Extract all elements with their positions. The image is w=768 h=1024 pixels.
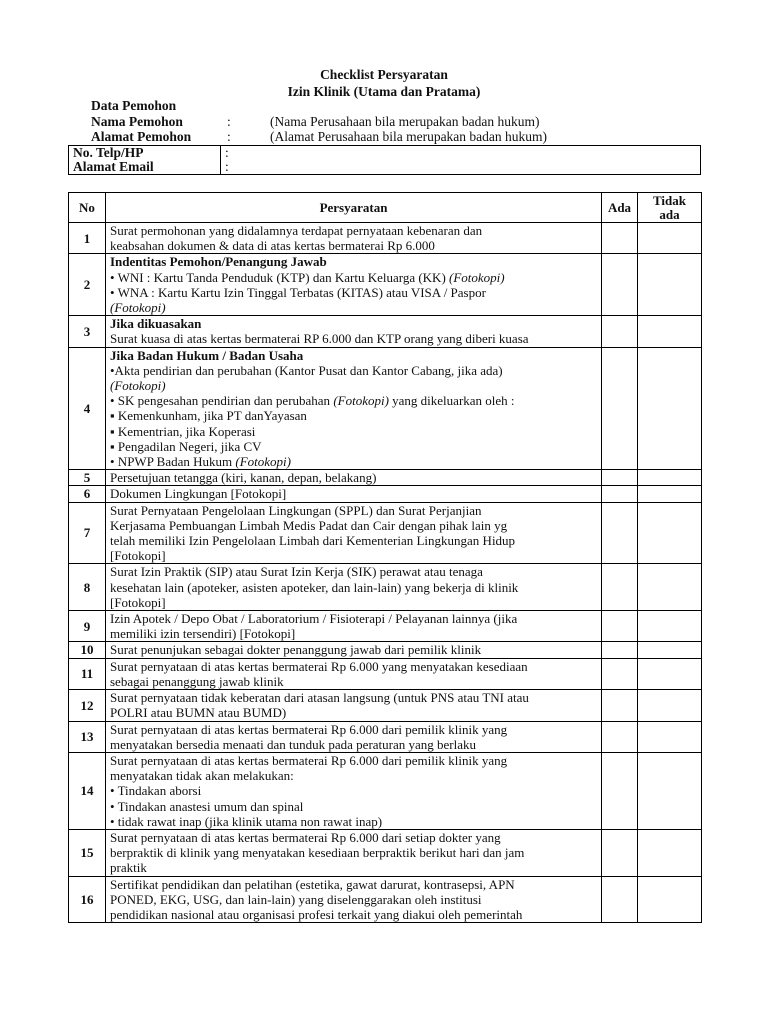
requirement-line: keabsahan dokumen & data di atas kertas bermaterai Rp 6.000 xyxy=(110,238,435,254)
row-requirement xyxy=(106,564,602,611)
requirement-line: ▪ Pengadilan Negeri, jika CV xyxy=(110,438,262,454)
ada-checkbox[interactable] xyxy=(602,752,638,829)
ada-checkbox[interactable] xyxy=(602,502,638,564)
row-requirement xyxy=(106,223,602,254)
row-number: 9 xyxy=(69,611,106,642)
applicant-section xyxy=(91,98,547,145)
photocopy-note: (Fotokopi) xyxy=(110,300,166,316)
tidak-ada-checkbox[interactable] xyxy=(638,316,702,347)
row-number: 2 xyxy=(69,254,106,316)
table-row xyxy=(69,254,702,316)
requirement-heading: Jika Badan Hukum / Badan Usaha xyxy=(110,347,304,363)
document-title: Checklist Persyaratan xyxy=(320,67,448,82)
table-row xyxy=(69,752,702,829)
ada-checkbox[interactable] xyxy=(602,316,638,347)
row-requirement xyxy=(106,611,602,642)
requirement-line xyxy=(110,300,597,315)
tidak-ada-checkbox[interactable] xyxy=(638,876,702,923)
requirement-line: POLRI atau BUMN atau BUMD) xyxy=(110,705,287,721)
applicant-name-label: Nama Pemohon xyxy=(91,113,183,129)
phone-colon: : xyxy=(225,145,229,160)
table-row xyxy=(69,564,702,611)
requirement-line xyxy=(110,454,597,469)
requirement-line: • Tindakan aborsi xyxy=(110,783,202,799)
row-requirement xyxy=(106,829,602,876)
requirement-line: • WNA : Kartu Kartu Izin Tinggal Terbatas (KITAS) atau VISA / Paspor xyxy=(110,284,486,300)
tidak-ada-checkbox[interactable] xyxy=(638,690,702,721)
bullet-text: • WNI : Kartu Tanda Penduduk (KTP) dan Kartu Keluarga (KK) xyxy=(110,269,450,285)
applicant-name-row xyxy=(91,114,547,130)
photocopy-note: (Fotokopi) xyxy=(449,269,505,285)
requirement-line: • tidak rawat inap (jika klinik utama non rawat inap) xyxy=(110,813,383,829)
tidak-ada-checkbox[interactable] xyxy=(638,829,702,876)
row-requirement xyxy=(106,254,602,316)
applicant-name-value: (Nama Perusahaan bila merupakan badan hukum) xyxy=(270,113,540,129)
requirement-line: Surat kuasa di atas kertas bermaterai RP 6.000 dan KTP orang yang diberi kuasa xyxy=(110,331,529,347)
requirement-line: • Tindakan anastesi umum dan spinal xyxy=(110,798,304,814)
table-row xyxy=(69,316,702,347)
row-requirement xyxy=(106,316,602,347)
row-number: 4 xyxy=(69,347,106,470)
ada-checkbox[interactable] xyxy=(602,223,638,254)
ada-checkbox[interactable] xyxy=(602,690,638,721)
requirement-line: memiliki izin tersendiri) [Fotokopi] xyxy=(110,626,296,642)
row-requirement xyxy=(106,486,602,502)
row-number: 6 xyxy=(69,486,106,502)
table-row xyxy=(69,470,702,486)
applicant-name-colon: : xyxy=(227,113,231,129)
requirement-line: Surat pernyataan di atas kertas bermaterai Rp 6.000 dari pemilik klinik yang xyxy=(110,721,508,737)
tidak-ada-checkbox[interactable] xyxy=(638,611,702,642)
header-ada: Ada xyxy=(602,193,638,223)
applicant-address-value: (Alamat Perusahaan bila merupakan badan hukum) xyxy=(270,129,548,144)
row-number: 5 xyxy=(69,470,106,486)
tidak-ada-checkbox[interactable] xyxy=(638,223,702,254)
row-requirement xyxy=(106,690,602,721)
row-requirement xyxy=(106,642,602,658)
tidak-ada-checkbox[interactable] xyxy=(638,254,702,316)
requirement-line: Surat pernyataan di atas kertas bermaterai Rp 6.000 dari pemilik klinik yang xyxy=(110,752,508,768)
requirement-line: ▪ Kementrian, jika Koperasi xyxy=(110,423,256,439)
requirement-heading: Indentitas Pemohon/Penangung Jawab xyxy=(110,254,327,270)
bullet-text: yang dikeluarkan oleh : xyxy=(388,393,515,409)
requirement-line: sebagai penanggung jawab klinik xyxy=(110,673,284,689)
requirement-line: berpraktik di klinik yang menyatakan kesediaan berpraktik berikut hari dan jam xyxy=(110,845,525,861)
ada-checkbox[interactable] xyxy=(602,470,638,486)
table-row xyxy=(69,658,702,689)
applicant-address-colon: : xyxy=(227,129,231,144)
row-number: 14 xyxy=(69,752,106,829)
requirement-line: Surat Pernyataan Pengelolaan Lingkungan (SPPL) dan Surat Perjanjian xyxy=(110,502,482,518)
header-requirement: Persyaratan xyxy=(106,193,602,223)
requirement-line: PONED, EKG, USG, dan lain-lain) yang diselenggarakan oleh institusi xyxy=(110,891,482,907)
table-row xyxy=(69,876,702,923)
requirement-line: Izin Apotek / Depo Obat / Laboratorium / Fisioterapi / Pelayanan lainnya (jika xyxy=(110,611,518,627)
contact-row xyxy=(69,146,701,175)
row-requirement xyxy=(106,502,602,564)
table-row xyxy=(69,829,702,876)
requirement-line: praktik xyxy=(110,860,147,876)
applicant-section-label: Data Pemohon xyxy=(91,98,177,113)
ada-checkbox[interactable] xyxy=(602,486,638,502)
ada-checkbox[interactable] xyxy=(602,642,638,658)
table-header-row xyxy=(69,193,702,223)
requirement-line: Sertifikat pendidikan dan pelatihan (estetika, gawat darurat, kontrasepsi, APN xyxy=(110,876,515,892)
row-number: 1 xyxy=(69,223,106,254)
phone-label: No. Telp/HP xyxy=(73,145,144,160)
ada-checkbox[interactable] xyxy=(602,721,638,752)
requirement-line: Persetujuan tetangga (kiri, kanan, depan, belakang) xyxy=(110,470,377,486)
tidak-ada-checkbox[interactable] xyxy=(638,470,702,486)
requirement-line xyxy=(110,270,597,285)
requirement-line: [Fotokopi] xyxy=(110,548,166,564)
table-row xyxy=(69,486,702,502)
applicant-address-row xyxy=(91,129,547,145)
table-row xyxy=(69,690,702,721)
photocopy-note: (Fotokopi) xyxy=(110,378,166,394)
table-row xyxy=(69,347,702,470)
header-tidak-ada: Tidak ada xyxy=(638,193,702,223)
row-requirement xyxy=(106,470,602,486)
row-number: 10 xyxy=(69,642,106,658)
applicant-address-label: Alamat Pemohon xyxy=(91,129,192,144)
tidak-ada-checkbox[interactable] xyxy=(638,658,702,689)
table-row xyxy=(69,611,702,642)
contact-labels xyxy=(69,146,221,175)
email-colon: : xyxy=(225,159,229,174)
table-row xyxy=(69,502,702,564)
requirement-line: [Fotokopi] xyxy=(110,594,166,610)
requirement-line: telah memiliki Izin Pengelolaan Limbah dari Kementerian Lingkungan Hidup xyxy=(110,533,516,549)
requirement-line: Surat permohonan yang didalamnya terdapat pernyataan kebenaran dan xyxy=(110,223,483,238)
row-requirement xyxy=(106,721,602,752)
bullet-text: • SK pengesahan pendirian dan perubahan xyxy=(110,393,334,409)
requirement-line: Kerjasama Pembuangan Limbah Medis Padat dan Cair dengan pihak lain yg xyxy=(110,517,508,533)
row-number: 15 xyxy=(69,829,106,876)
row-number: 3 xyxy=(69,316,106,347)
requirement-line: ▪ Kemenkunham, jika PT danYayasan xyxy=(110,408,307,424)
requirement-line xyxy=(110,378,597,393)
ada-checkbox[interactable] xyxy=(602,658,638,689)
requirement-line: menyatakan tidak akan melakukan: xyxy=(110,768,294,784)
row-requirement xyxy=(106,876,602,923)
row-number: 12 xyxy=(69,690,106,721)
tidak-ada-checkbox[interactable] xyxy=(638,642,702,658)
email-label: Alamat Email xyxy=(73,159,154,174)
row-number: 11 xyxy=(69,658,106,689)
photocopy-note: (Fotokopi) xyxy=(235,454,291,470)
requirement-line: pendidikan nasional atau organisasi profesi terkait yang diakui oleh pemerintah xyxy=(110,906,523,922)
requirement-line: menyatakan bersedia menaati dan tunduk pada peraturan yang berlaku xyxy=(110,736,477,752)
ada-checkbox[interactable] xyxy=(602,829,638,876)
requirement-line: Surat pernyataan di atas kertas bermaterai Rp 6.000 yang menyatakan kesediaan xyxy=(110,658,528,674)
requirement-line: Surat pernyataan tidak keberatan dari atasan langsung (untuk PNS atau TNI atau xyxy=(110,690,529,706)
header-no: No xyxy=(69,193,106,223)
ada-checkbox[interactable] xyxy=(602,611,638,642)
tidak-ada-checkbox[interactable] xyxy=(638,502,702,564)
table-row xyxy=(69,223,702,254)
tidak-ada-checkbox[interactable] xyxy=(638,752,702,829)
bullet-text: • NPWP Badan Hukum xyxy=(110,454,236,470)
row-number: 13 xyxy=(69,721,106,752)
requirement-line xyxy=(110,393,597,408)
table-row xyxy=(69,721,702,752)
requirement-line: Surat penunjukan sebagai dokter penanggung jawab dari pemilik klinik xyxy=(110,642,482,658)
requirements-table xyxy=(68,192,702,923)
row-number: 16 xyxy=(69,876,106,923)
photocopy-note: (Fotokopi) xyxy=(333,393,389,409)
row-requirement xyxy=(106,752,602,829)
row-requirement xyxy=(106,658,602,689)
tidak-ada-checkbox[interactable] xyxy=(638,564,702,611)
requirement-heading: Jika dikuasakan xyxy=(110,316,202,332)
requirement-line: Dokumen Lingkungan [Fotokopi] xyxy=(110,486,287,502)
row-number: 8 xyxy=(69,564,106,611)
contact-table xyxy=(68,145,701,175)
document-subtitle: Izin Klinik (Utama dan Pratama) xyxy=(287,84,481,99)
ada-checkbox[interactable] xyxy=(602,347,638,470)
ada-checkbox[interactable] xyxy=(602,254,638,316)
ada-checkbox[interactable] xyxy=(602,564,638,611)
ada-checkbox[interactable] xyxy=(602,876,638,923)
table-row xyxy=(69,642,702,658)
requirement-line: kesehatan lain (apoteker, asisten apoteker, dan lain-lain) yang bekerja di klinik xyxy=(110,579,519,595)
tidak-ada-checkbox[interactable] xyxy=(638,347,702,470)
requirement-line: •Akta pendirian dan perubahan (Kantor Pusat dan Kantor Cabang, jika ada) xyxy=(110,362,503,378)
requirement-line: Surat Izin Praktik (SIP) atau Surat Izin Kerja (SIK) perawat atau tenaga xyxy=(110,564,483,580)
requirement-line: Surat pernyataan di atas kertas bermaterai Rp 6.000 dari setiap dokter yang xyxy=(110,829,501,845)
row-number: 7 xyxy=(69,502,106,564)
contact-values xyxy=(221,146,701,175)
tidak-ada-checkbox[interactable] xyxy=(638,486,702,502)
row-requirement xyxy=(106,347,602,470)
tidak-ada-checkbox[interactable] xyxy=(638,721,702,752)
